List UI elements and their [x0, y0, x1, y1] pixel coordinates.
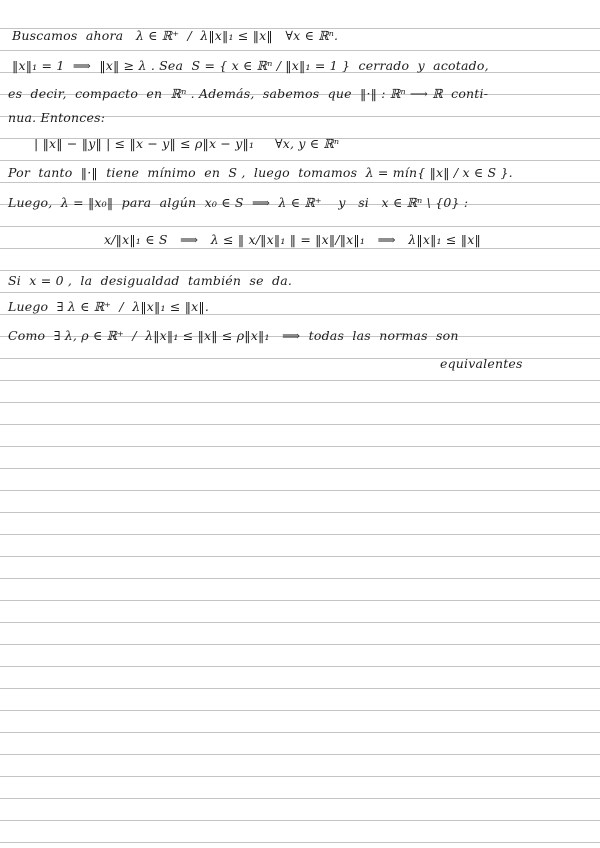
note-line-buscamos: Buscamos ahora λ ∈ ℝ⁺ / λ‖x‖₁ ≤ ‖x‖ ∀x ∈ ℝⁿ.	[12, 28, 339, 43]
note-line-por-tanto: Por tanto ‖·‖ tiene mínimo en S , luego tomamos λ = mín{ ‖x‖ / x ∈ S }.	[8, 165, 513, 180]
note-line-fraction-inequality: x/‖x‖₁ ∈ S ⟹ λ ≤ ‖ x/‖x‖₁ ‖ = ‖x‖/‖x‖₁ ⟹ λ‖x‖₁ ≤ ‖x‖	[104, 232, 481, 247]
note-line-luego-existe: Luego ∃ λ ∈ ℝ⁺ / λ‖x‖₁ ≤ ‖x‖.	[8, 299, 210, 314]
note-line-luego-lambda: Luego, λ = ‖x₀‖ para algún x₀ ∈ S ⟹ λ ∈ ℝ⁺ y si x ∈ ℝⁿ \ {0} :	[8, 195, 469, 210]
note-line-si-x-cero: Si x = 0 , la desigualdad también se da.	[8, 273, 293, 288]
note-line-entonces: nua. Entonces:	[8, 110, 106, 125]
note-line-compacto: es decir, compacto en ℝⁿ . Además, sabemos que ‖·‖ : ℝⁿ ⟶ ℝ conti-	[8, 86, 489, 101]
note-line-como: Como ∃ λ, ρ ∈ ℝ⁺ / λ‖x‖₁ ≤ ‖x‖ ≤ ρ‖x‖₁ ⟹ todas las normas son	[8, 328, 459, 343]
note-line-equivalentes: equivalentes	[440, 356, 523, 371]
note-line-sea-s: ‖x‖₁ = 1 ⟹ ‖x‖ ≥ λ . Sea S = { x ∈ ℝⁿ / ‖x‖₁ = 1 } cerrado y acotado,	[12, 58, 489, 73]
note-line-triangle-inequality: | ‖x‖ − ‖y‖ | ≤ ‖x − y‖ ≤ ρ‖x − y‖₁ ∀x, y ∈ ℝⁿ	[34, 136, 340, 151]
